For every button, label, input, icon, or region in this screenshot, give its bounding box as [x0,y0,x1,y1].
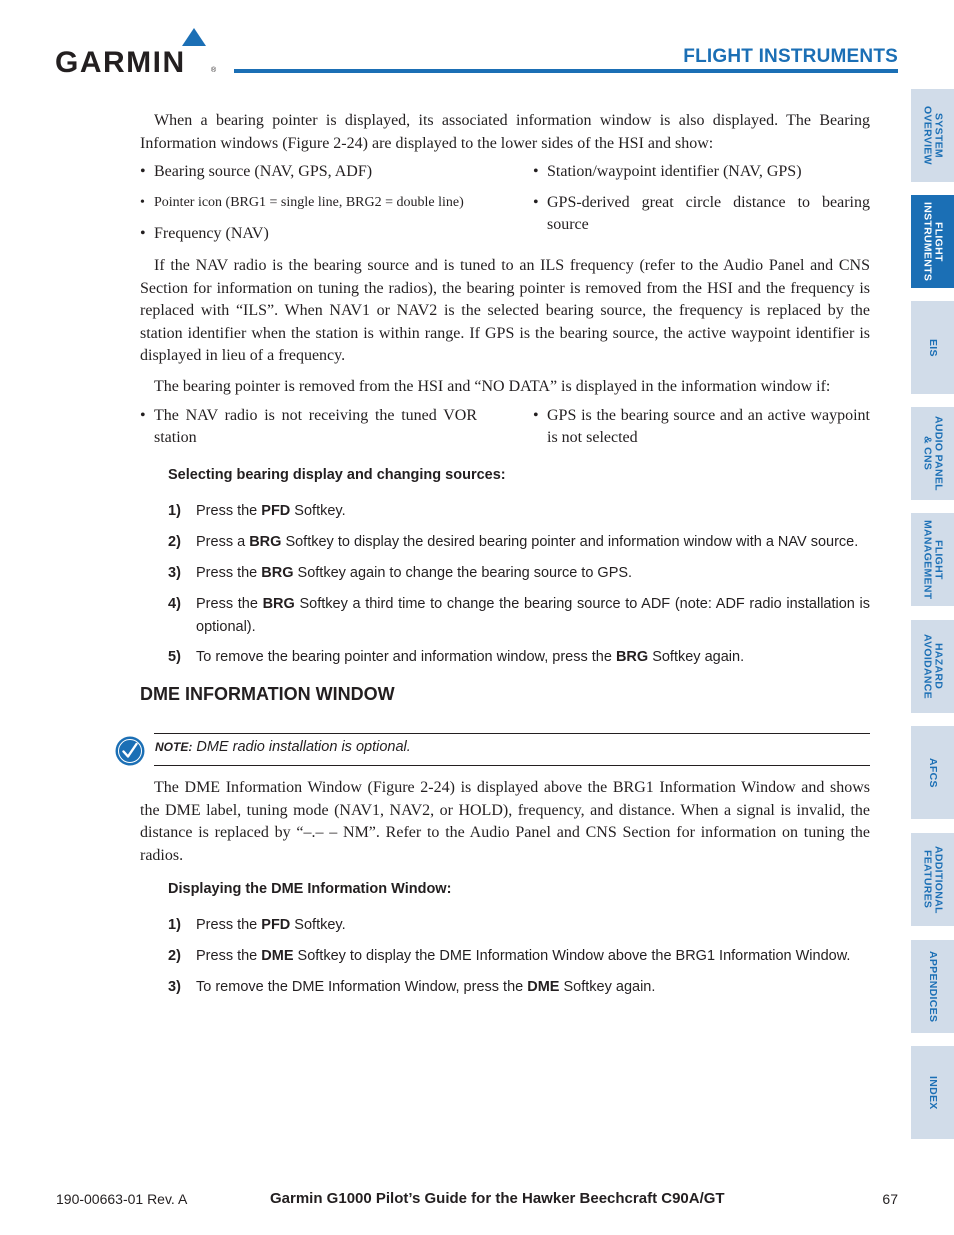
step-text: Softkey to display the DME Information Window above the BRG1 Information Window. [293,948,851,964]
tab-label: INDEX [927,1075,939,1110]
tab-system-overview[interactable] [911,89,954,182]
brand-name: GARMIN [55,46,186,78]
note-body: DME radio installation is optional. [196,739,411,755]
tab-label: FLIGHT INSTRUMENTS [921,201,945,282]
tab-label: SYSTEM OVERVIEW [921,106,945,165]
footer-doc-number: 190-00663-01 Rev. A [56,1191,188,1207]
procedure-step [168,593,870,638]
step-text: Press the [196,503,262,519]
svg-text:®: ® [211,67,217,74]
dme-paragraph: The DME Information Window (Figure 2-24) is displayed above the BRG1 Information Window and shows the DME label, tuning mode (NAV1, NAV2, or HOLD), frequency, and distance. When a signal is invalid, the distance is replaced by “–.– – NM”. Refer to the Audio Panel and CNS Section for information on tuning the radios. [140,779,870,864]
step-text: Softkey. [290,917,346,933]
bullet-nav-not-receiving: • The NAV radio is not receiving the tuned VOR station [140,405,477,449]
procedure-title-dme: Displaying the DME Information Window: [168,881,452,897]
bullet-pointer-icon: • Pointer icon (BRG1 = single line, BRG2 = double line) [140,192,524,214]
step-number: 5) [168,649,181,665]
step-text: Softkey again. [559,979,656,995]
nodata-paragraph: The bearing pointer is removed from the HSI and “NO DATA” is displayed in the information window if: [154,378,831,395]
tab-index[interactable] [911,1046,954,1139]
softkey-name: BRG [615,649,649,665]
softkey-name: DME [527,979,560,995]
step-number: 1) [168,503,181,519]
step-text: Press the [196,596,263,612]
step-text: Press the [196,917,262,933]
tab-label: ADDITIONAL FEATURES [921,845,945,914]
step-text: Softkey. [290,503,346,519]
step-number: 1) [168,917,181,933]
bullet-gps-distance: • GPS-derived great circle distance to bearing source [533,192,870,236]
section-title-dme: DME INFORMATION WINDOW [140,684,395,704]
step-number: 3) [168,565,181,581]
step-number: 3) [168,979,181,995]
ils-paragraph: If the NAV radio is the bearing source and is tuned to an ILS frequency (refer to the Audio Panel and CNS Section for information on tuning the radios), the bearing pointer is removed from the HSI and the frequency is replaced with “ILS”. When NAV1 or NAV2 is the selected bearing source, the frequency is replaced by the station identifier when the station is within range. If GPS is the bearing source, the active waypoint identifier is displayed in lieu of a frequency. [140,257,870,364]
header-rule [234,69,898,73]
tab-label: APPENDICES [927,950,939,1023]
tab-label: EIS [927,338,939,357]
tab-label: FLIGHT MANAGEMENT [921,519,945,600]
tab-label: HAZARD AVOIDANCE [921,634,945,699]
tab-appendices[interactable] [911,940,954,1033]
step-text: Softkey again. [648,649,745,665]
note-rule-top [154,733,870,734]
step-number: 2) [168,534,181,550]
procedure-step [168,945,870,968]
step-text: To remove the bearing pointer and information window, press the [196,649,616,665]
softkey-name: PFD [261,917,291,933]
softkey-name: BRG [261,565,294,581]
step-text: To remove the DME Information Window, press the [196,979,528,995]
section-header-title: FLIGHT INSTRUMENTS [683,46,898,67]
note-rule-bottom [154,765,870,766]
procedure-step [168,646,870,669]
tab-afcs[interactable] [911,726,954,819]
intro-paragraph: When a bearing pointer is displayed, its associated information window is also displayed. The Bearing Information windows (Figure 2-24) are displayed to the lower sides of the HSI and show: [140,112,870,152]
step-text: Press the [196,565,262,581]
bullet-gps-no-waypoint: • GPS is the bearing source and an active waypoint is not selected [533,405,870,449]
step-number: 4) [168,596,181,612]
note-label: NOTE: [155,740,193,754]
step-text: Press the [196,948,262,964]
garmin-logo [55,28,220,78]
step-number: 2) [168,948,181,964]
procedure-step [168,562,870,585]
checkmark-note-icon [115,736,145,766]
tab-hazard-avoidance[interactable] [911,620,954,713]
step-text: Press a [196,534,250,550]
softkey-name: DME [261,948,294,964]
bullet-frequency: • Frequency (NAV) [140,223,524,245]
tab-eis[interactable] [911,301,954,394]
page-number: 67 [882,1191,898,1207]
procedure-step [168,976,870,999]
step-text: Softkey a third time to change the bearing source to ADF (note: ADF radio installation is optional). [196,596,870,635]
tab-flight-management[interactable] [911,513,954,606]
procedure-step [168,500,870,523]
tab-flight-instruments[interactable] [911,195,954,288]
bullet-station-identifier: • Station/waypoint identifier (NAV, GPS) [533,161,870,183]
footer-guide-title: Garmin G1000 Pilot’s Guide for the Hawker Beechcraft C90A/GT [270,1190,725,1207]
softkey-name: BRG [262,596,295,612]
step-text: Softkey to display the desired bearing pointer and information window with a NAV source. [281,534,859,550]
softkey-name: PFD [261,503,291,519]
bullet-bearing-source: • Bearing source (NAV, GPS, ADF) [140,161,524,183]
tab-additional-features[interactable] [911,833,954,926]
tab-label: AUDIO PANEL & CNS [921,416,945,491]
softkey-name: BRG [249,534,282,550]
procedure-title-bearing: Selecting bearing display and changing sources: [168,467,506,483]
step-text: Softkey again to change the bearing source to GPS. [293,565,633,581]
tab-label: AFCS [927,757,939,788]
procedure-step [168,914,870,937]
procedure-step [168,531,870,554]
note-text [155,739,411,755]
tab-audio-panel-cns[interactable] [911,407,954,500]
